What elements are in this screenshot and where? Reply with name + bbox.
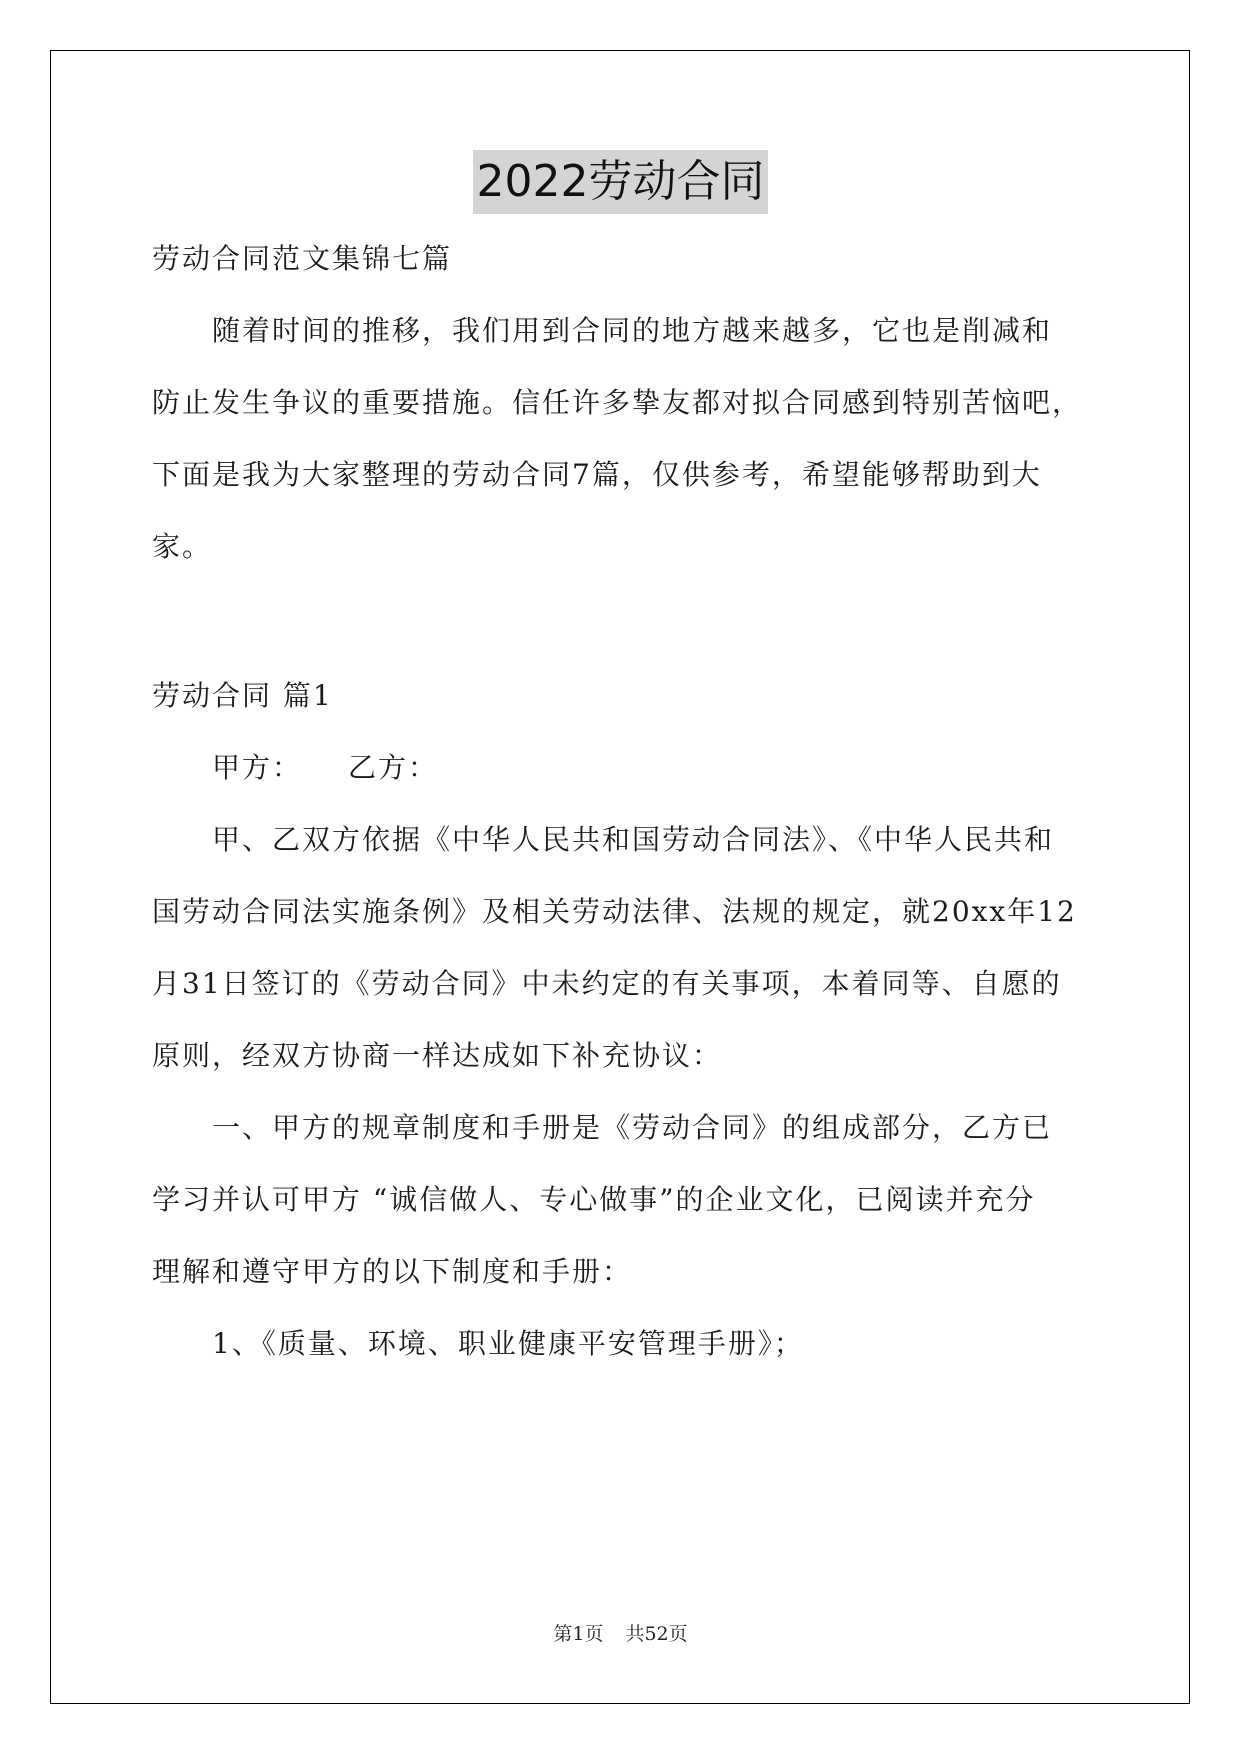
page-footer [0,1622,1241,1646]
parties-line: 甲方： 乙方： [212,751,439,784]
paragraph-2-line-3: 理解和遵守甲方的以下制度和手册： [152,1255,633,1288]
section-heading: 劳动合同 篇1 [152,679,333,712]
intro-line-3: 下面是我为大家整理的劳动合同7篇，仅供参考，希望能够帮助到大 [152,458,1042,491]
paragraph-1-line-4: 原则，经双方协商一样达成如下补充协议： [152,1039,723,1072]
intro-line-1: 随着时间的推移，我们用到合同的地方越来越多，它也是削减和 [212,314,1053,347]
paragraph-2-line-1: 一、甲方的规章制度和手册是《劳动合同》的组成部分，乙方已 [212,1111,1053,1144]
list-item-1: 1、《质量、环境、职业健康平安管理手册》； [212,1327,804,1360]
page-number: 第1页 [553,1623,604,1645]
paragraph-1-line-1: 甲、乙双方依据《中华人民共和国劳动合同法》、《中华人民共和 [212,823,1055,856]
paragraph-1-line-2: 国劳动合同法实施条例》及相关劳动法律、法规的规定，就20xx年12 [152,895,1077,928]
paragraph-1-line-3: 月31日签订的《劳动合同》中未约定的有关事项，本着同等、自愿的 [152,967,1062,1000]
paragraph-2-line-2: 学习并认可甲方 “诚信做人、专心做事”的企业文化，已阅读并充分 [152,1183,1036,1216]
total-pages: 共52页 [625,1623,688,1645]
title-container [0,150,1241,214]
intro-line-2: 防止发生争议的重要措施。信任许多挚友都对拟合同感到特别苦恼吧， [152,386,1083,419]
document-title: 2022劳动合同 [473,150,769,214]
page-border [50,50,1190,1704]
intro-line-4: 家。 [152,530,213,563]
subtitle: 劳动合同范文集锦七篇 [152,242,453,275]
